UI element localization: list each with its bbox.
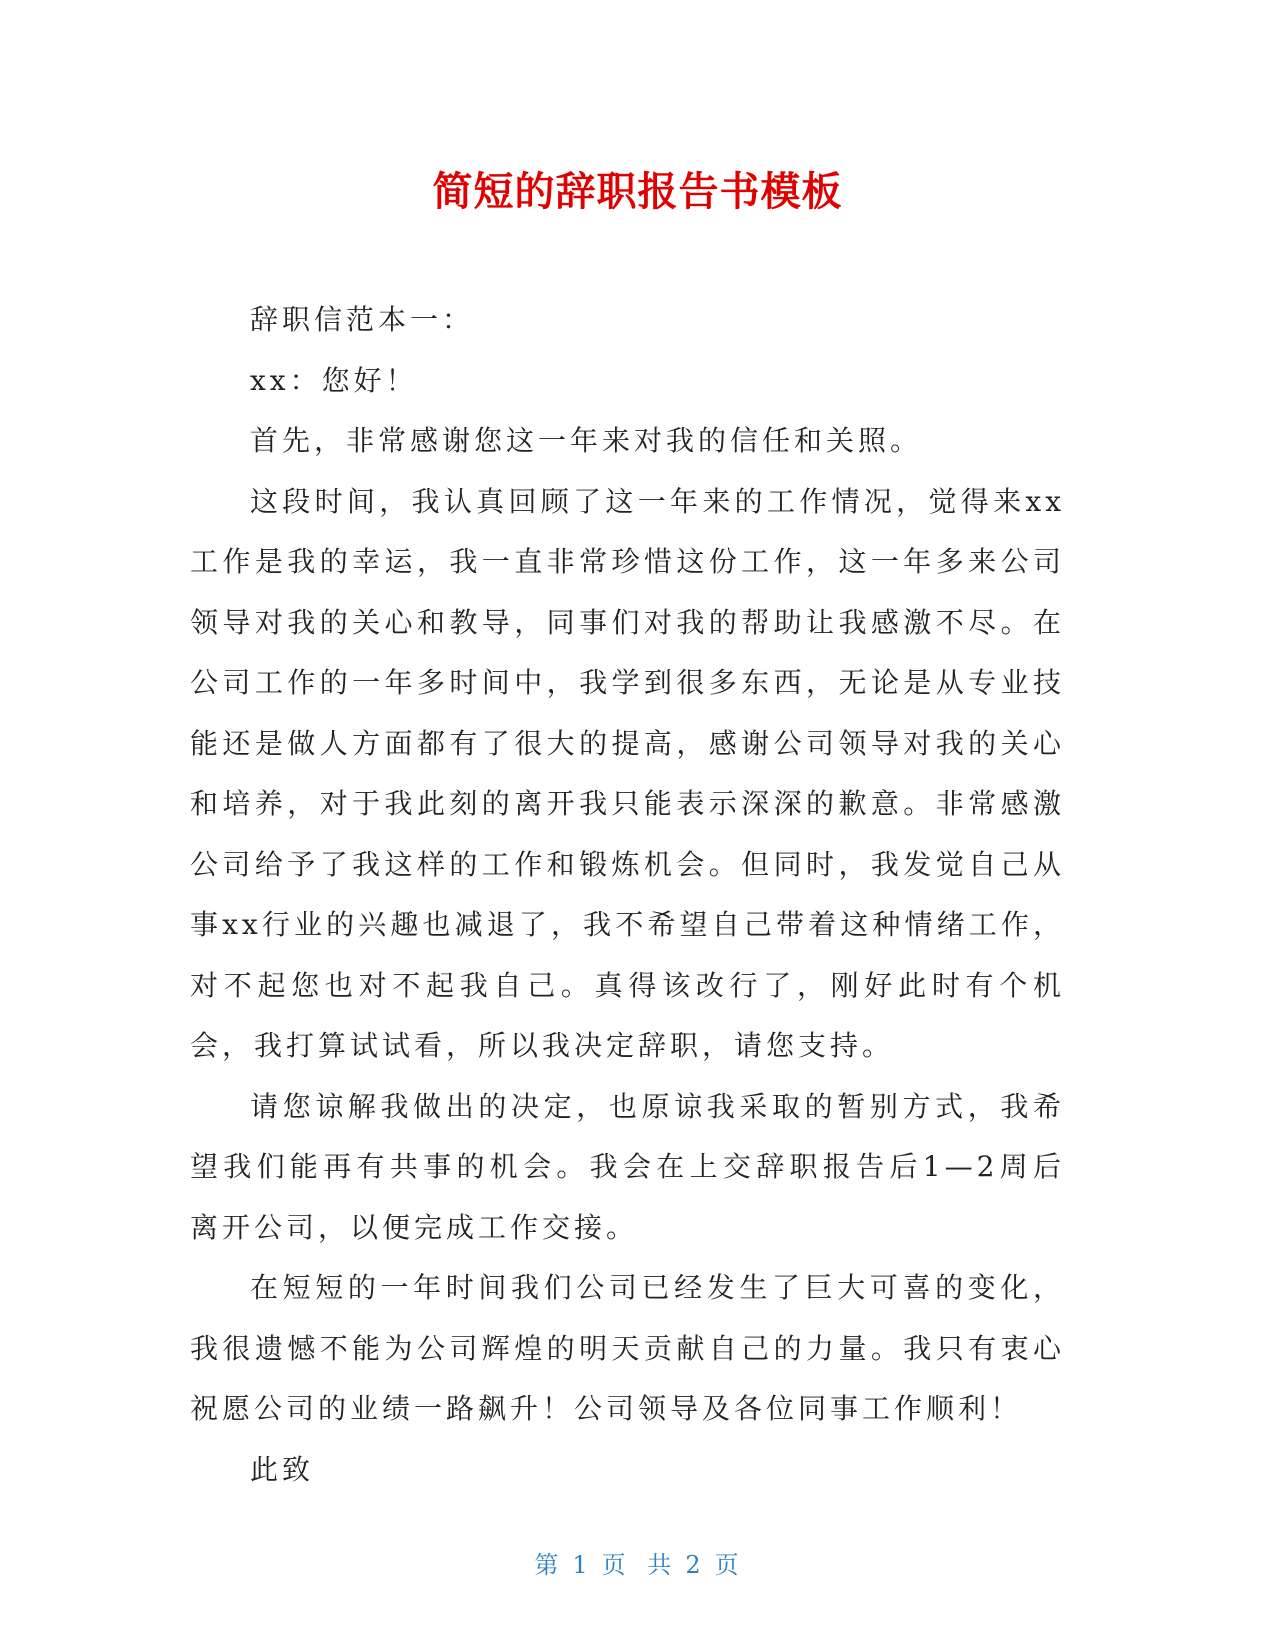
document-title: 简短的辞职报告书模板 bbox=[432, 169, 843, 215]
page-label-mid: 页 共 bbox=[601, 1551, 674, 1579]
page-label-suffix: 页 bbox=[714, 1551, 741, 1579]
document-body bbox=[190, 290, 1065, 1500]
total-pages-number: 2 bbox=[685, 1551, 703, 1579]
page-label-prefix: 第 bbox=[534, 1551, 561, 1579]
paragraph-salutation: xx：您好！ bbox=[250, 363, 418, 397]
paragraph-handover: 请您谅解我做出的决定，也原谅我采取的暂别方式，我希望我们能再有共事的机会。我会在上交辞职报告后1—2周后离开公司，以便完成工作交接。 bbox=[190, 1089, 1065, 1244]
paragraph-wishes: 在短短的一年时间我们公司已经发生了巨大可喜的变化，我很遗憾不能为公司辉煌的明天贡献自己的力量。我只有衷心祝愿公司的业绩一路飙升！公司领导及各位同事工作顺利！ bbox=[190, 1271, 1065, 1425]
paragraph-heading: 辞职信范本一： bbox=[250, 303, 475, 336]
paragraph-main: 这段时间，我认真回顾了这一年来的工作情况，觉得来xx工作是我的幸运，我一直非常珍惜这份工作，这一年多来公司领导对我的关心和教导，同事们对我的帮助让我感激不尽。在公司工作的一年多时间中，我学到很多东西，无论是从专业技能还是做人方面都有了很大的提高，感谢公司领导对我的关心和培养，对于我此刻的离开我只能表示深深的歉意。非常感激公司给予了我这样的工作和锻炼机会。但同时，我发觉自己从事xx行业的兴趣也减退了，我不希望自己带着这种情绪工作，对不起您也对不起我自己。真得该改行了，刚好此时有个机会，我打算试试看，所以我决定辞职，请您支持。 bbox=[190, 484, 1065, 1062]
current-page-number: 1 bbox=[572, 1551, 590, 1579]
paragraph-closing: 此致 bbox=[250, 1452, 315, 1486]
page-footer bbox=[0, 1545, 1275, 1580]
paragraph-thanks: 首先，非常感谢您这一年来对我的信任和关照。 bbox=[250, 424, 923, 457]
